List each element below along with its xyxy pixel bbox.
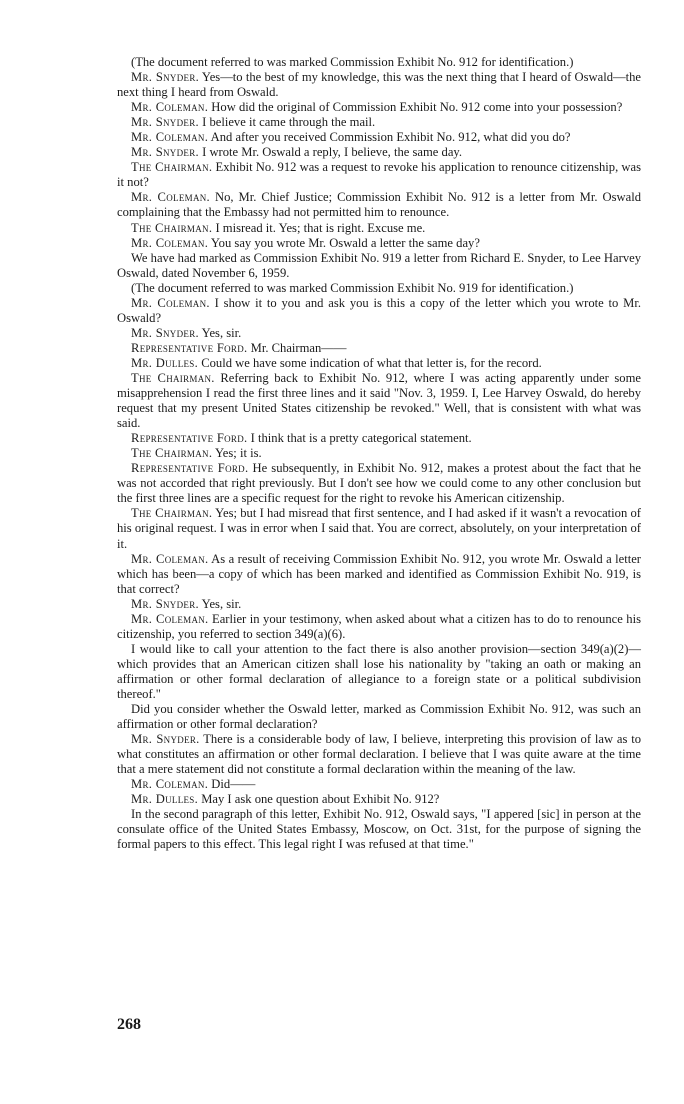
- speaker-name: Mr. Snyder.: [131, 325, 199, 340]
- paragraph-text: No, Mr. Chief Justice; Commission Exhibit No. 912 is a letter from Mr. Oswald complaining that the Embassy had not permitted him to renounce.: [117, 190, 641, 220]
- paragraph: [117, 807, 641, 852]
- paragraph-text: I would like to call your attention to the fact there is also another provision—section 349(a)(2)—which provides that an American citizen shall lose his nationality by "taking an oath or making an affirmation or other formal declaration of allegiance to a foreign state or a political subdivision thereof.": [117, 641, 641, 701]
- paragraph: [117, 371, 641, 431]
- paragraph-text: In the second paragraph of this letter, Exhibit No. 912, Oswald says, "I appered [sic] in person at the consulate office of the United States Embassy, Moscow, on Oct. 31st, for the purpose of signing the formal papers to this effect. This legal right I was refused at that time.": [117, 807, 641, 852]
- paragraph: [117, 552, 641, 597]
- paragraph: [117, 326, 641, 341]
- paragraph-text: Earlier in your testimony, when asked about what a citizen has to do to renounce his citizenship, you referred to section 349(a)(6).: [117, 611, 641, 641]
- paragraph-text: We have had marked as Commission Exhibit No. 919 a letter from Richard E. Snyder, to Lee Harvey Oswald, dated November 6, 1959.: [117, 250, 641, 280]
- paragraph: [117, 506, 641, 551]
- paragraph-text: Yes—to the best of my knowledge, this was the next thing that I heard of Oswald—the next thing I heard from Oswald.: [117, 70, 642, 100]
- speaker-name: Mr. Snyder.: [131, 115, 199, 130]
- speaker-name: Mr. Snyder.: [131, 732, 200, 747]
- speaker-name: Mr. Dulles.: [131, 355, 199, 370]
- paragraph-text: Mr. Chairman——: [247, 340, 347, 355]
- paragraph-text: Yes; it is.: [212, 446, 262, 461]
- paragraph-text: I misread it. Yes; that is right. Excuse me.: [212, 220, 426, 235]
- paragraph: [117, 792, 641, 807]
- paragraph: [117, 100, 641, 115]
- paragraph: [117, 296, 641, 326]
- paragraph: [117, 642, 641, 702]
- speaker-name: Mr. Coleman.: [131, 295, 210, 310]
- speaker-name: Representative Ford.: [131, 431, 248, 446]
- paragraph-text: I show it to you and ask you is this a copy of the letter which you wrote to Mr. Oswald?: [117, 295, 641, 325]
- paragraph: [117, 145, 641, 160]
- speaker-name: Mr. Coleman.: [131, 100, 209, 115]
- paragraph-text: I believe it came through the mail.: [198, 115, 376, 130]
- speaker-name: Mr. Coleman.: [131, 235, 209, 250]
- speaker-name: Mr. Snyder.: [131, 70, 200, 85]
- paragraph-text: I think that is a pretty categorical statement.: [247, 431, 472, 446]
- paragraph: [117, 702, 641, 732]
- paragraph-text: Yes, sir.: [198, 325, 242, 340]
- speaker-name: Mr. Snyder.: [131, 596, 199, 611]
- paragraph: [117, 732, 641, 777]
- paragraph-text: Yes; but I had misread that first sentence, and I had asked if it wasn't a revocation of his original request. I was in error when I said that. You are correct, absolutely, on your interpretation of it.: [117, 506, 641, 551]
- speaker-name: Mr. Coleman.: [131, 551, 209, 566]
- paragraph-text: How did the original of Commission Exhibit No. 912 come into your possession?: [208, 100, 623, 115]
- paragraph-text: Did you consider whether the Oswald letter, marked as Commission Exhibit No. 912, was such an affirmation or other formal declaration?: [117, 702, 641, 732]
- speaker-name: Representative Ford.: [131, 340, 248, 355]
- paragraph-text: Exhibit No. 912 was a request to revoke his application to renounce citizenship, was it not?: [117, 160, 642, 190]
- paragraph: [117, 461, 641, 506]
- paragraph: [117, 160, 641, 190]
- speaker-name: The Chairman.: [131, 506, 213, 521]
- speaker-name: Mr. Snyder.: [131, 145, 199, 160]
- paragraph: [117, 221, 641, 236]
- paragraph-text: (The document referred to was marked Commission Exhibit No. 912 for identification.): [131, 55, 574, 69]
- speaker-name: The Chairman.: [131, 370, 215, 385]
- page-number: 268: [117, 1016, 141, 1033]
- speaker-name: The Chairman.: [131, 220, 213, 235]
- paragraph: [117, 115, 641, 130]
- paragraph: [117, 597, 641, 612]
- speaker-name: Mr. Coleman.: [131, 130, 209, 145]
- paragraph-text: There is a considerable body of law, I believe, interpreting this provision of law as to what constitutes an affirmation or other formal declaration. I believe that I was quite aware at the time that a mere statement did not constitute a formal declaration within the meaning of the law.: [117, 732, 641, 777]
- paragraph: [117, 251, 641, 281]
- paragraph-text: He subsequently, in Exhibit No. 912, makes a protest about the fact that he was not accorded that right previously. But I don't see how we could come to any other conclusion but the first three lines are a specific request for the right to revoke his American citizenship.: [117, 461, 642, 506]
- paragraph-text: May I ask one question about Exhibit No. 912?: [198, 792, 440, 807]
- paragraph-text: As a result of receiving Commission Exhibit No. 912, you wrote Mr. Oswald a letter which has been—a copy of which has been marked and identified as Commission Exhibit No. 919, is that correct?: [117, 551, 641, 596]
- paragraph-text: You say you wrote Mr. Oswald a letter the same day?: [208, 235, 480, 250]
- speaker-name: Mr. Dulles.: [131, 792, 199, 807]
- speaker-name: Mr. Coleman.: [131, 777, 209, 792]
- paragraph: [117, 446, 641, 461]
- speaker-name: Mr. Coleman.: [131, 190, 210, 205]
- paragraph-text: I wrote Mr. Oswald a reply, I believe, the same day.: [198, 145, 463, 160]
- paragraph-text: (The document referred to was marked Commission Exhibit No. 919 for identification.): [131, 280, 574, 295]
- speaker-name: The Chairman.: [131, 160, 213, 175]
- paragraph: [117, 130, 641, 145]
- paragraph-text: Did——: [208, 777, 256, 792]
- paragraph-text: Yes, sir.: [198, 596, 242, 611]
- paragraph: [117, 356, 641, 371]
- paragraph: [117, 777, 641, 792]
- paragraph: [117, 341, 641, 356]
- testimony-text: [117, 55, 641, 852]
- speaker-name: The Chairman.: [131, 446, 213, 461]
- paragraph-text: Could we have some indication of what that letter is, for the record.: [198, 355, 542, 370]
- paragraph: [117, 431, 641, 446]
- paragraph-text: And after you received Commission Exhibit No. 912, what did you do?: [208, 130, 571, 145]
- paragraph: [117, 55, 641, 70]
- paragraph: [117, 70, 641, 100]
- paragraph: [117, 190, 641, 220]
- paragraph: [117, 281, 641, 296]
- paragraph: [117, 612, 641, 642]
- paragraph: [117, 236, 641, 251]
- speaker-name: Mr. Coleman.: [131, 611, 209, 626]
- paragraph-text: Referring back to Exhibit No. 912, where I was acting apparently under some misapprehension I read the first three lines and it said "Nov. 3, 1959. I, Lee Harvey Oswald, do hereby request that my present United States citizenship be revoked." Well, that is consistent with what was said.: [117, 370, 641, 431]
- speaker-name: Representative Ford.: [131, 461, 249, 476]
